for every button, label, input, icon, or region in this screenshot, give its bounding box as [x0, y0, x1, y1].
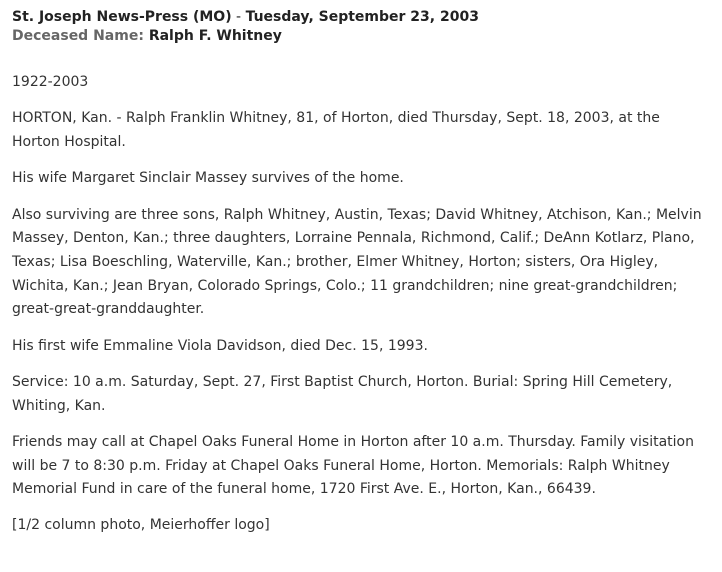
- obituary-paragraph: His wife Margaret Sinclair Massey survives of the home.: [12, 170, 404, 187]
- obituary-years: 1922-2003: [12, 74, 89, 90]
- publication-separator: -: [231, 9, 246, 25]
- deceased-name-label: Deceased Name:: [12, 28, 144, 44]
- publication-name: St. Joseph News-Press (MO): [12, 9, 232, 25]
- publication-date: Tuesday, September 23, 2003: [245, 9, 479, 25]
- obituary-paragraph: HORTON, Kan. - Ralph Franklin Whitney, 81, of Horton, died Thursday, Sept. 18, 2003, at the Horton Hospital.: [12, 110, 660, 150]
- obituary-paragraph: Also surviving are three sons, Ralph Whitney, Austin, Texas; David Whitney, Atchison, Kan.; Melvin Massey, Denton, Kan.; three daughters, Lorraine Pennala, Richmond, Calif.; DeAnn Kotlarz, Plano, Texas; Lisa Boeschling, Waterville, Kan.; brother, Elmer Whitney, Horton; sisters, Ora Higley, Wichita, Kan.; Jean Bryan, Colorado Springs, Colo.; 11 grandchildren; nine great-grandchildren; great-great-granddaughter.: [12, 206, 702, 318]
- deceased-name-value: Ralph F. Whitney: [148, 28, 282, 44]
- publication-line: [12, 8, 710, 27]
- obituary-paragraph: His first wife Emmaline Viola Davidson, died Dec. 15, 1993.: [12, 337, 428, 354]
- obituary-paragraph: Friends may call at Chapel Oaks Funeral Home in Horton after 10 a.m. Thursday. Family visitation will be 7 to 8:30 p.m. Friday at Chapel Oaks Funeral Home, Horton. Memorials: Ralph Whitney Memorial Fund in care of the funeral home, 1720 First Ave. E., Horton, Kan., 66439.: [12, 433, 694, 498]
- obituary-paragraph: Service: 10 a.m. Saturday, Sept. 27, First Baptist Church, Horton. Burial: Spring Hill Cemetery, Whiting, Kan.: [12, 373, 673, 414]
- obituary-paragraph: [1/2 column photo, Meierhoffer logo]: [12, 517, 270, 534]
- obituary-body: [12, 71, 710, 538]
- deceased-name-line: [12, 27, 710, 46]
